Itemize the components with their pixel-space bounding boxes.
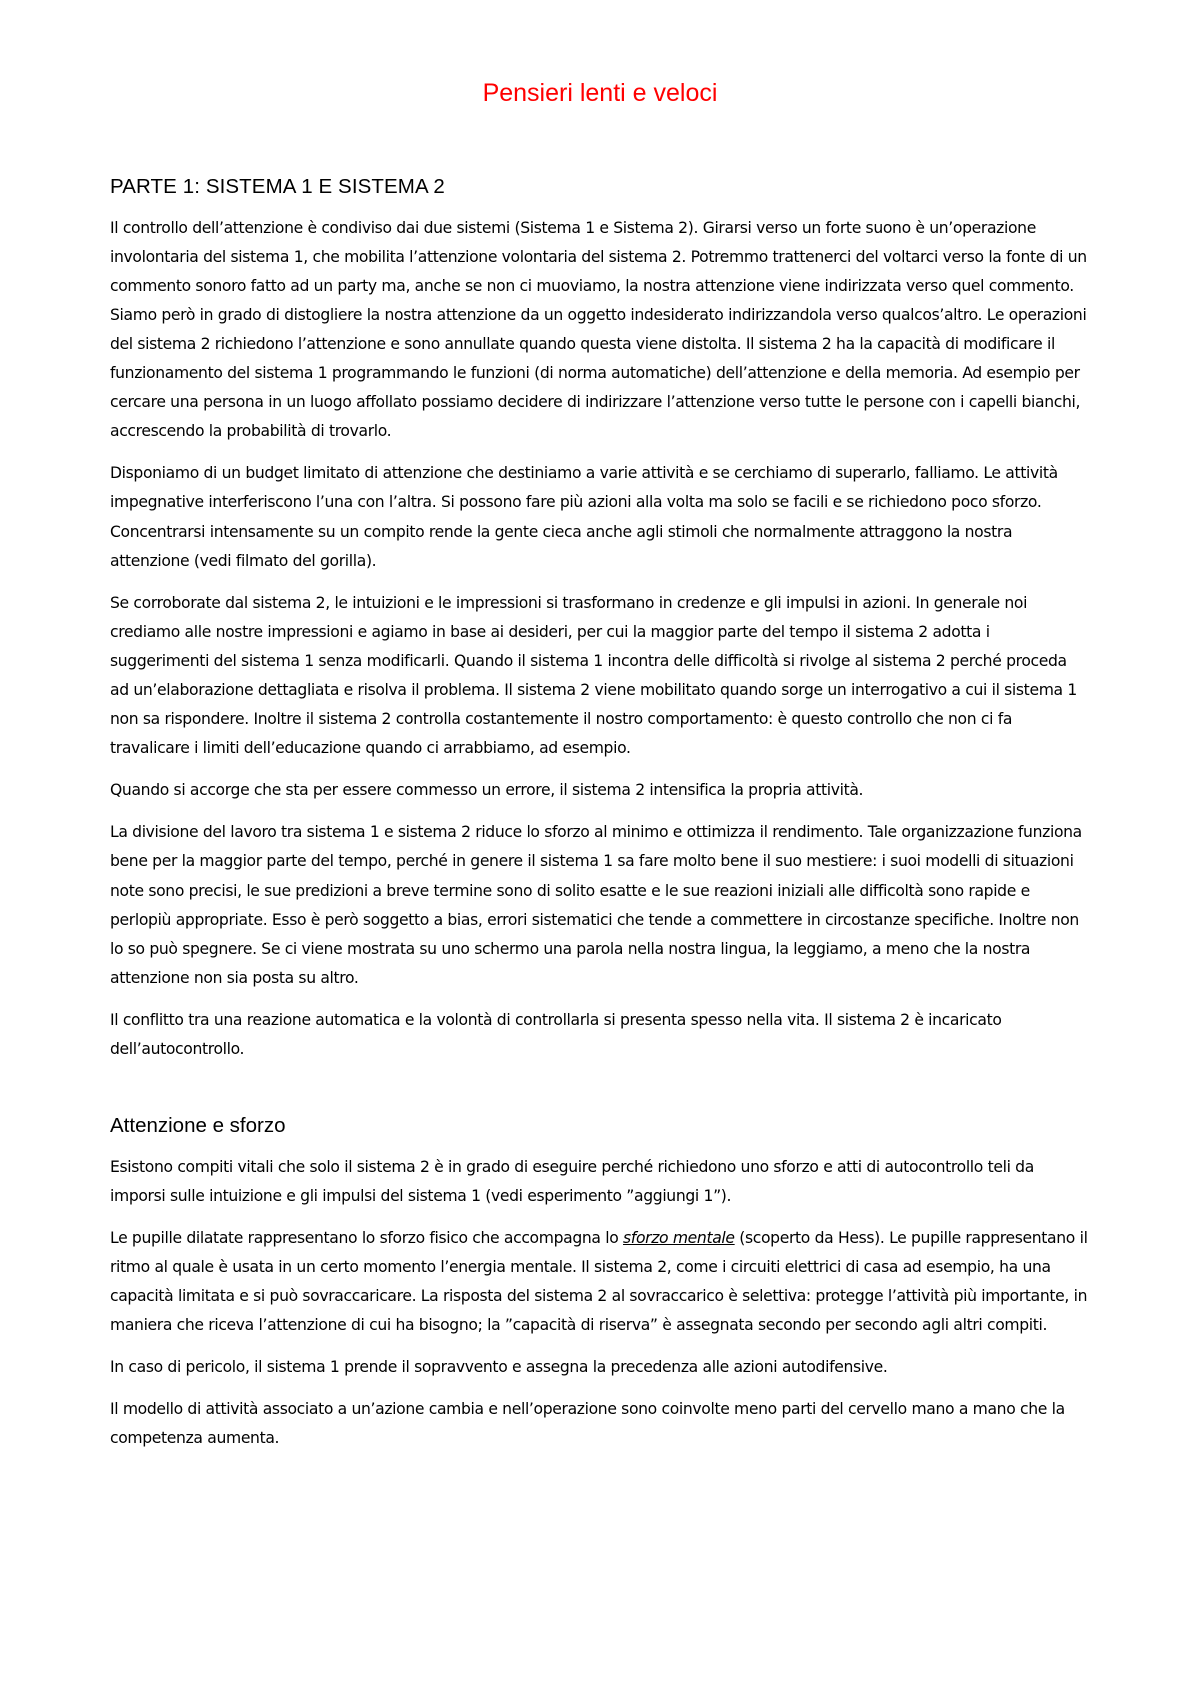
- section-heading-parte-1: PARTE 1: SISTEMA 1 E SISTEMA 2: [110, 175, 445, 198]
- section-heading-attenzione-e-sforzo: Attenzione e sforzo: [110, 1114, 286, 1138]
- paragraph: In caso di pericolo, il sistema 1 prende il sopravvento e assegna la precedenza alle azioni autodifensive.: [110, 1358, 888, 1377]
- emphasized-term: sforzo mentale: [623, 1228, 735, 1247]
- paragraph: Disponiamo di un budget limitato di attenzione che destiniamo a varie attività e se cerchiamo di superarlo, falliamo. Le attività impegnative interferiscono l’una con l’altra. Si possono fare più azioni alla volta ma solo se facili e se richiedono poco sforzo. Concentrarsi intensamente su un compito rende la gente cieca anche agli stimoli che normalmente attraggono la nostra attenzione (vedi filmato del gorilla).: [110, 464, 1058, 570]
- paragraph: Il modello di attività associato a un’azione cambia e nell’operazione sono coinvolte meno parti del cervello mano a mano che la competenza aumenta.: [110, 1400, 1065, 1448]
- document-title: Pensieri lenti e veloci: [482, 79, 718, 107]
- paragraph-text: (scoperto da Hess). Le pupille rappresentano il ritmo al quale è usata in un certo momento l’energia mentale. Il sistema 2, come i circuiti elettrici di casa ad esempio, ha una capacità limitata e si può sovraccaricare. La risposta del sistema 2 al sovraccarico è selettiva: protegge l’attività più importante, in maniera che riceva l’attenzione di cui ha bisogno; la ”capacità di riserva” è assegnata secondo per secondo agli altri compiti.: [110, 1228, 1088, 1335]
- paragraph: [110, 1224, 1090, 1340]
- paragraph: Il conflitto tra una reazione automatica e la volontà di controllarla si presenta spesso nella vita. Il sistema 2 è incaricato dell’autocontrollo.: [110, 1010, 1002, 1059]
- paragraph: Quando si accorge che sta per essere commesso un errore, il sistema 2 intensifica la propria attività.: [110, 781, 864, 800]
- paragraph: Esistono compiti vitali che solo il sistema 2 è in grado di eseguire perché richiedono uno sforzo e atti di autocontrollo teli da imporsi sulle intuizione e gli impulsi del sistema 1 (vedi esperimento ”aggiungi 1”).: [110, 1157, 1034, 1205]
- paragraph: Il controllo dell’attenzione è condiviso dai due sistemi (Sistema 1 e Sistema 2). Girarsi verso un forte suono è un’operazione involontaria del sistema 1, che mobilita l’attenzione volontaria del sistema 2. Potremmo trattenerci del voltarci verso la fonte di un commento sonoro fatto ad un party ma, anche se non ci muoviamo, la nostra attenzione viene indirizzata verso quel commento. Siamo però in grado di distogliere la nostra attenzione da un oggetto indesiderato indirizzandola verso qualcos’altro. Le operazioni del sistema 2 richiedono l’attenzione e sono annullate quando questa viene distolta. Il sistema 2 ha la capacità di modificare il funzionamento del sistema 1 programmando le funzioni (di norma automatiche) dell’attenzione e della memoria. Ad esempio per cercare una persona in un luogo affollato possiamo decidere di indirizzare l’attenzione verso tutte le persone con i capelli bianchi, accrescendo la probabilità di trovarlo.: [110, 218, 1087, 441]
- paragraph: Se corroborate dal sistema 2, le intuizioni e le impressioni si trasformano in credenze e gli impulsi in azioni. In generale noi crediamo alle nostre impressioni e agiamo in base ai desideri, per cui la maggior parte del tempo il sistema 2 adotta i suggerimenti del sistema 1 senza modificarli. Quando il sistema 1 incontra delle difficoltà si rivolge al sistema 2 perché proceda ad un’elaborazione dettagliata e risolva il problema. Il sistema 2 viene mobilitato quando sorge un interrogativo a cui il sistema 1 non sa rispondere. Inoltre il sistema 2 controlla costantemente il nostro comportamento: è questo controllo che non ci fa travalicare i limiti dell’educazione quando ci arrabbiamo, ad esempio.: [110, 593, 1077, 758]
- document-body: [110, 70, 1090, 1467]
- paragraph-text: Le pupille dilatate rappresentano lo sforzo fisico che accompagna lo: [110, 1228, 624, 1247]
- paragraph: La divisione del lavoro tra sistema 1 e sistema 2 riduce lo sforzo al minimo e ottimizza il rendimento. Tale organizzazione funziona bene per la maggior parte del tempo, perché in genere il sistema 1 sa fare molto bene il suo mestiere: i suoi modelli di situazioni note sono precisi, le sue predizioni a breve termine sono di solito esatte e le sue reazioni iniziali alle difficoltà sono rapide e perlopiù appropriate. Esso è però soggetto a bias, errori sistematici che tende a commettere in circostanze specifiche. Inoltre non lo so può spegnere. Se ci viene mostrata su uno schermo una parola nella nostra lingua, la leggiamo, a meno che la nostra attenzione non sia posta su altro.: [110, 823, 1082, 987]
